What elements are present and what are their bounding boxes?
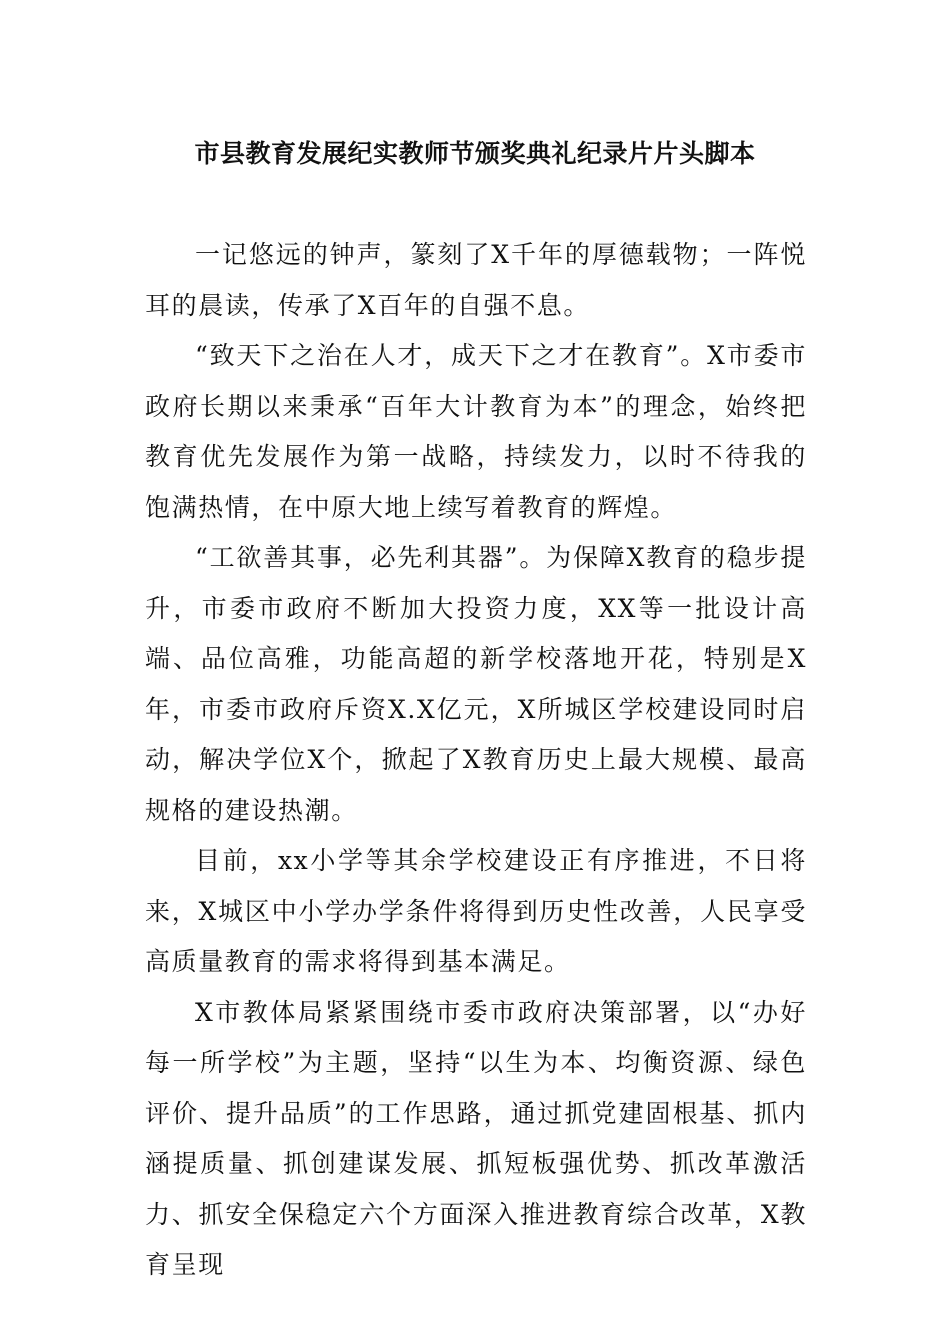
paragraph-4: 目前，xx小学等其余学校建设正有序推进，不日将来，X城区中小学办学条件将得到历史性改善，人民享受高质量教育的需求将得到基本满足。	[145, 846, 807, 976]
paragraph-2: “致天下之治在人才，成天下之才在教育”。X市委市政府长期以来秉承“百年大计教育为本”的理念，始终把教育优先发展作为第一战略，持续发力，以时不待我的饱满热情，在中原大地上续写着教育的辉煌。	[145, 341, 807, 522]
paragraph-3: “工欲善其事，必先利其器”。为保障X教育的稳步提升，市委市政府不断加大投资力度，XX等一批设计高端、品位高雅，功能高超的新学校落地开花，特别是X年，市委市政府斥资X.X亿元，X所城区学校建设同时启动，解决学位X个，掀起了X教育历史上最大规模、最高规格的建设热潮。	[145, 543, 807, 825]
paragraph-1: 一记悠远的钟声，篆刻了X千年的厚德载物；一阵悦耳的晨读，传承了X百年的自强不息。	[145, 240, 807, 320]
document-title: 市县教育发展纪实教师节颁奖典礼纪录片片头脚本	[194, 139, 756, 168]
document-body	[145, 230, 807, 1291]
paragraph-5: X市教体局紧紧围绕市委市政府决策部署，以“办好每一所学校”为主题，坚持“以生为本、均衡资源、绿色评价、提升品质”的工作思路，通过抓党建固根基、抓内涵提质量、抓创建谋发展、抓短板强优势、抓改革激活力、抓安全保稳定六个方面深入推进教育综合改革，X教育呈现	[145, 997, 807, 1279]
